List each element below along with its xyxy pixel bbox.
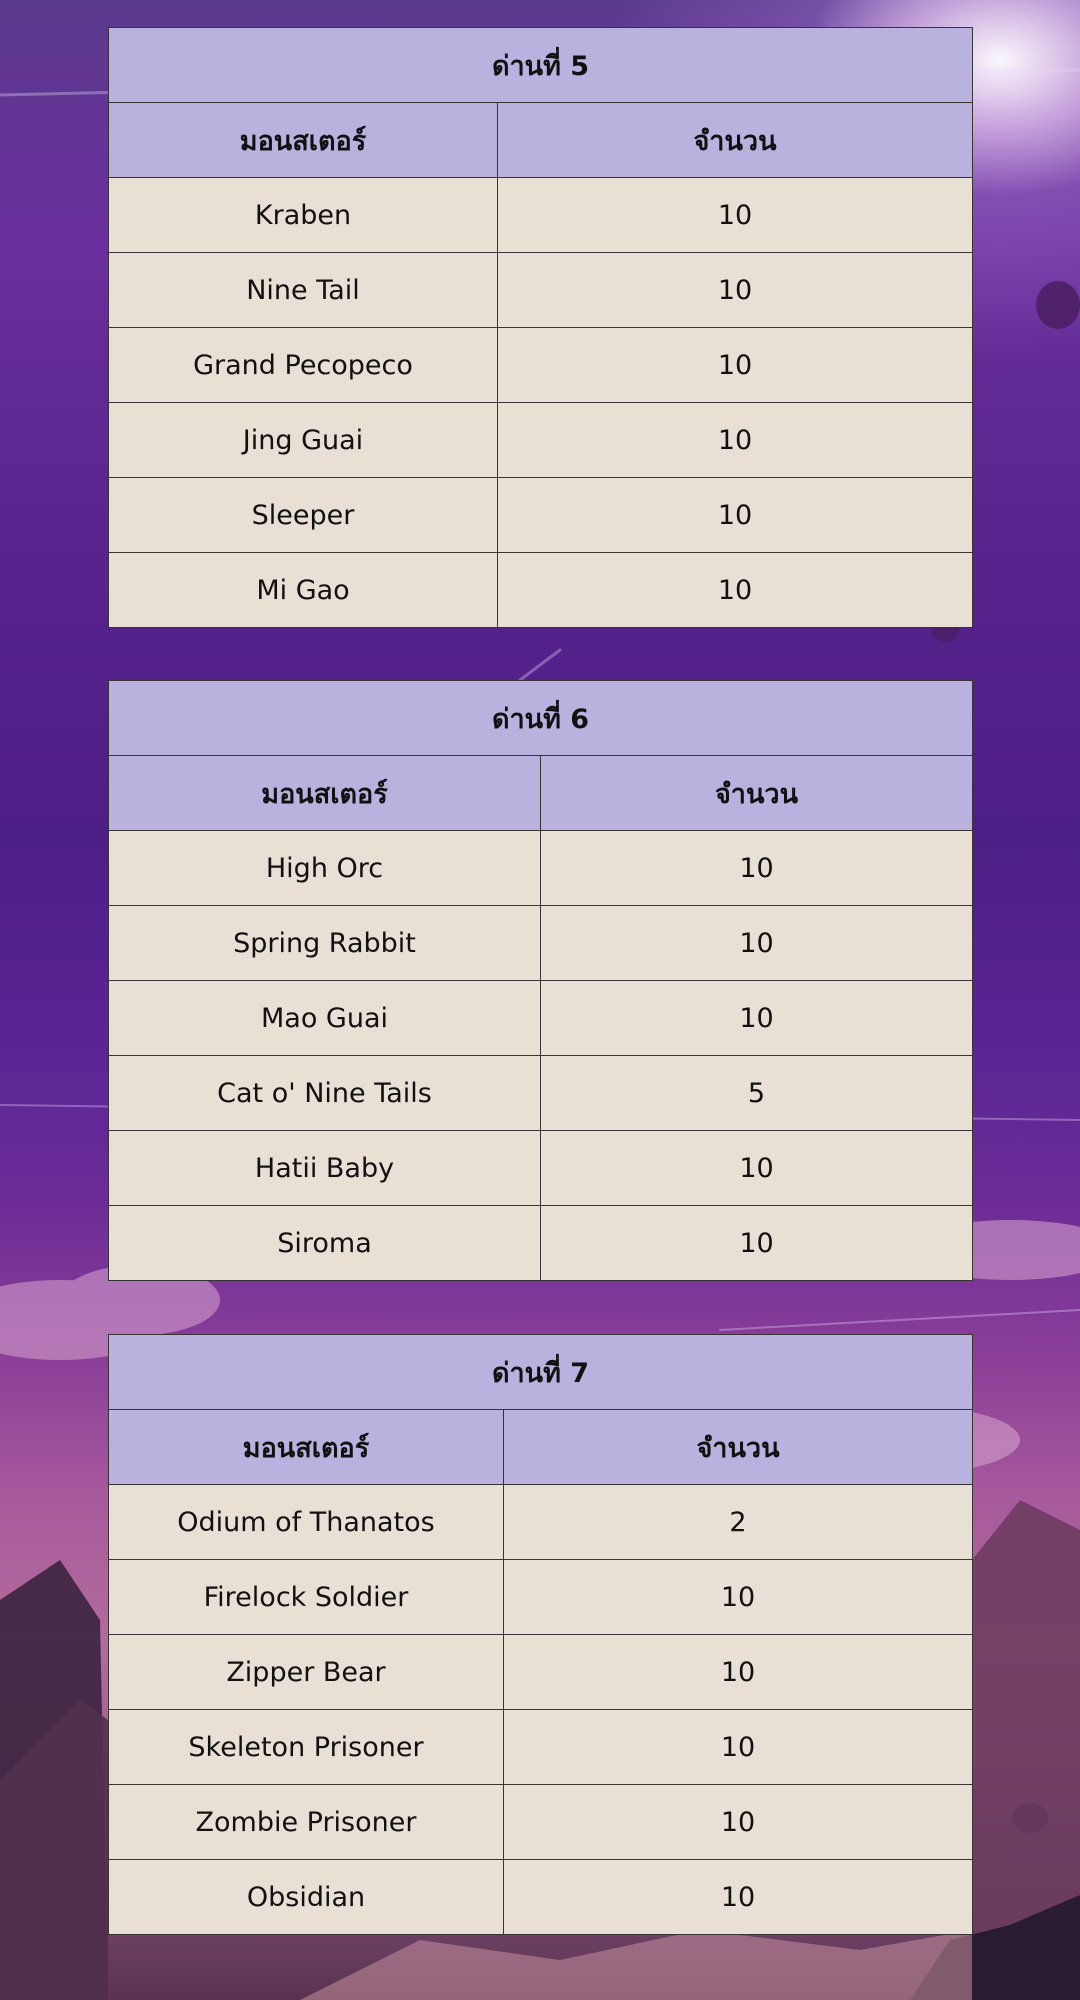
table-row — [109, 553, 973, 628]
count-cell: 10 — [541, 831, 973, 906]
column-header-count: จำนวน — [504, 1410, 973, 1485]
monster-name-cell: Zombie Prisoner — [109, 1785, 504, 1860]
count-cell: 10 — [541, 906, 973, 981]
column-header-count: จำนวน — [541, 756, 973, 831]
table-row — [109, 1635, 973, 1710]
column-header-count: จำนวน — [498, 103, 973, 178]
monster-name-cell: Jing Guai — [109, 403, 498, 478]
monster-name-cell: Siroma — [109, 1206, 541, 1281]
count-cell: 10 — [498, 478, 973, 553]
monster-name-cell: Odium of Thanatos — [109, 1485, 504, 1560]
table-row — [109, 328, 973, 403]
stage-title: ด่านที่ 7 — [109, 1335, 973, 1410]
table-row — [109, 478, 973, 553]
table-row — [109, 403, 973, 478]
count-cell: 10 — [541, 1131, 973, 1206]
column-header-monster: มอนสเตอร์ — [109, 103, 498, 178]
count-cell: 10 — [498, 553, 973, 628]
monster-name-cell: Hatii Baby — [109, 1131, 541, 1206]
stage-table — [108, 1334, 973, 1935]
count-cell: 10 — [498, 328, 973, 403]
monster-name-cell: Skeleton Prisoner — [109, 1710, 504, 1785]
table-row — [109, 1131, 973, 1206]
count-cell: 10 — [504, 1785, 973, 1860]
table-row — [109, 906, 973, 981]
monster-name-cell: High Orc — [109, 831, 541, 906]
stage-table — [108, 680, 973, 1281]
stage-table — [108, 27, 973, 628]
table-row — [109, 981, 973, 1056]
table-row — [109, 1056, 973, 1131]
table-row — [109, 1485, 973, 1560]
count-cell: 5 — [541, 1056, 973, 1131]
count-cell: 10 — [541, 981, 973, 1056]
monster-name-cell: Mi Gao — [109, 553, 498, 628]
column-header-monster: มอนสเตอร์ — [109, 756, 541, 831]
count-cell: 10 — [498, 178, 973, 253]
count-cell: 10 — [504, 1560, 973, 1635]
stage-title: ด่านที่ 6 — [109, 681, 973, 756]
monster-name-cell: Mao Guai — [109, 981, 541, 1056]
monster-name-cell: Obsidian — [109, 1860, 504, 1935]
count-cell: 10 — [541, 1206, 973, 1281]
table-row — [109, 1206, 973, 1281]
stage-title: ด่านที่ 5 — [109, 28, 973, 103]
table-row — [109, 1560, 973, 1635]
count-cell: 10 — [504, 1635, 973, 1710]
count-cell: 10 — [504, 1860, 973, 1935]
table-row — [109, 1860, 973, 1935]
monster-name-cell: Spring Rabbit — [109, 906, 541, 981]
table-row — [109, 178, 973, 253]
monster-name-cell: Kraben — [109, 178, 498, 253]
count-cell: 10 — [498, 253, 973, 328]
table-row — [109, 831, 973, 906]
monster-name-cell: Sleeper — [109, 478, 498, 553]
table-row — [109, 1710, 973, 1785]
monster-name-cell: Firelock Soldier — [109, 1560, 504, 1635]
column-header-monster: มอนสเตอร์ — [109, 1410, 504, 1485]
monster-name-cell: Grand Pecopeco — [109, 328, 498, 403]
monster-name-cell: Cat o' Nine Tails — [109, 1056, 541, 1131]
count-cell: 10 — [504, 1710, 973, 1785]
count-cell: 10 — [498, 403, 973, 478]
table-row — [109, 1785, 973, 1860]
table-row — [109, 253, 973, 328]
monster-name-cell: Zipper Bear — [109, 1635, 504, 1710]
count-cell: 2 — [504, 1485, 973, 1560]
monster-name-cell: Nine Tail — [109, 253, 498, 328]
